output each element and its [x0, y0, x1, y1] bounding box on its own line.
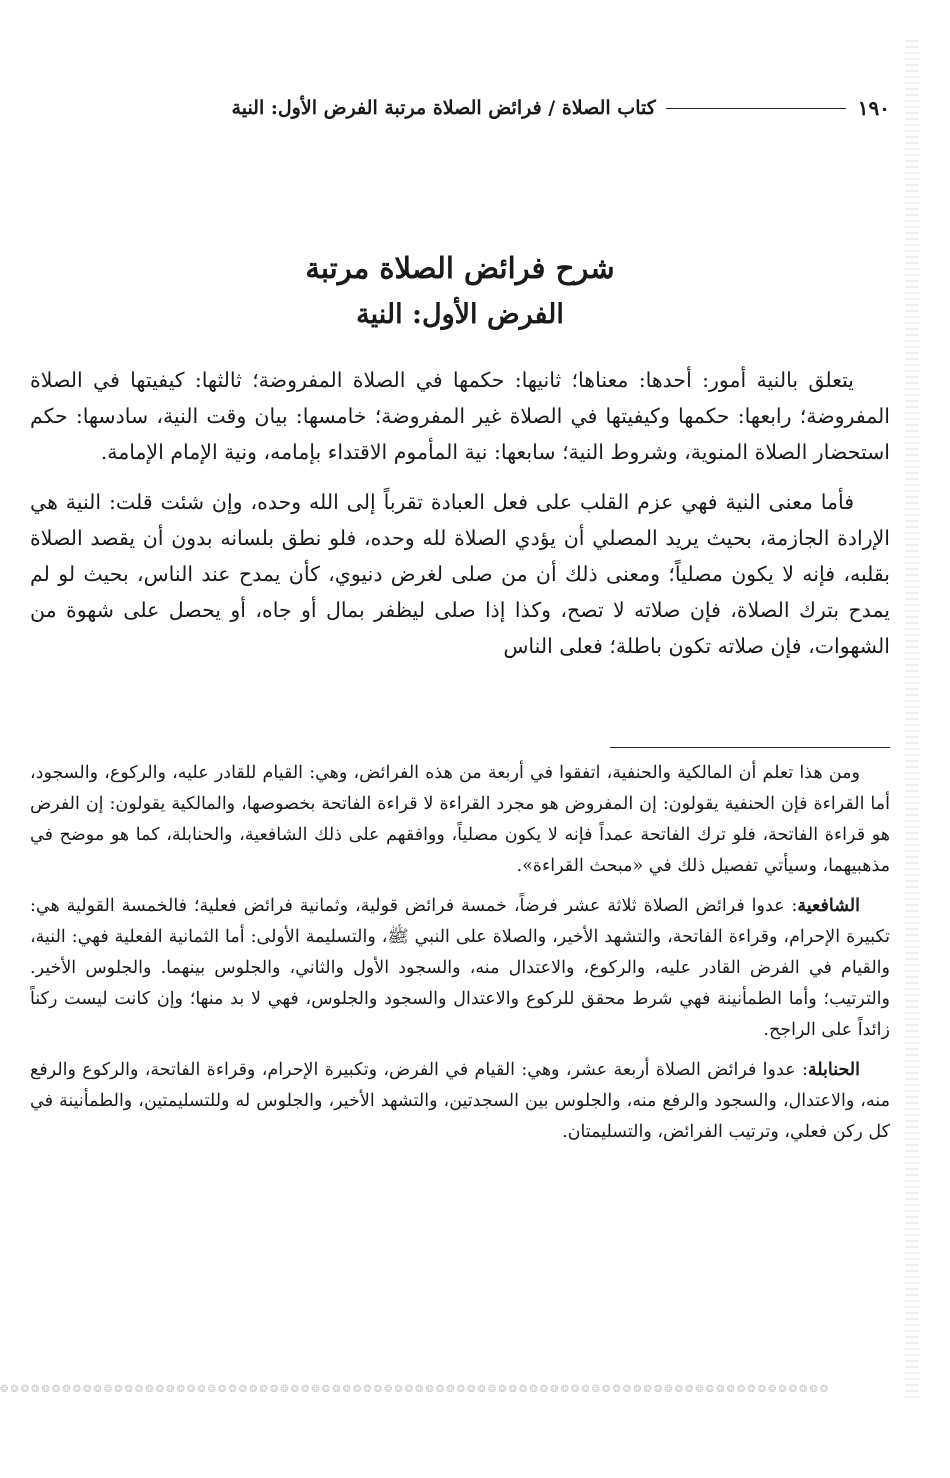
footnote-shafii: [30, 891, 890, 1046]
body-paragraph: فأما معنى النية فهي عزم القلب على فعل العبادة تقرباً إلى الله وحده، وإن شئت قلت: النية هي الإرادة الجازمة، بحيث يريد المصلي أن يؤدي الصلاة لله وحده، فلو نطق بلسانه بدون أن يقصد الصلاة بقلبه، فإنه لا يكون مصلياً؛ ومعنى ذلك أن من صلى لغرض دنيوي، كأن يمدح عند الناس، بحيث لو لم يمدح بترك الصلاة، فإن صلاته لا تصح، وكذا إذا صلى ليظفر بمال أو جاه، أو يحصل على شهوة من الشهوات، فإن صلاته تكون باطلة؛ فعلى الناس: [30, 490, 890, 658]
bottom-ornament-border: ❂❂❂❂❂❂❂❂❂❂❂❂❂❂❂❂❂❂❂❂❂❂❂❂❂❂❂❂❂❂❂❂❂❂❂❂❂❂❂❂❂❂❂❂❂❂❂❂❂❂❂❂❂❂❂❂❂❂❂❂❂❂❂❂❂❂❂❂❂❂❂❂❂❂❂❂❂❂❂❂: [0, 1384, 831, 1395]
footnote-shafii-label: الشافعية: [797, 896, 860, 916]
footnote-shafii-text: : عدوا فرائض الصلاة ثلاثة عشر فرضاً، خمسة فرائض قولية، وثمانية فرائض فعلية؛ فالخمسة القولية هي: تكبيرة الإحرام، وقراءة الفاتحة، والتشهد الأخير، والصلاة على النبي ﷺ، والتسليمة الأولى: أما الثمانية الفعلية فهي: النية، والقيام في الفرض القادر عليه، والركوع، والاعتدال منه، والسجود الأول والثاني، والجلوس بينهما. والجلوس الأخير. والترتيب؛ وأما الطمأنينة فهي شرط محقق للركوع والاعتدال والسجود والجلوس، فهي لا بد منها؛ وإن كانت ليست ركناً زائداً على الراجح.: [30, 896, 890, 1040]
running-title: كتاب الصلاة / فرائض الصلاة مرتبة الفرض الأول: النية: [231, 97, 656, 119]
footnote-separator: [610, 747, 890, 748]
footnote-hanbali-label: الحنابلة: [807, 1060, 860, 1080]
book-page: [30, 0, 890, 1478]
running-header: [30, 96, 890, 120]
body-paragraph: يتعلق بالنية أمور: أحدها: معناها؛ ثانيها: حكمها في الصلاة المفروضة؛ ثالثها: كيفيتها في الصلاة المفروضة؛ رابعها: حكمها وكيفيتها في الصلاة غير المفروضة؛ خامسها: بيان وقت النية، سادسها: حكم استحضار الصلاة المنوية، وشروط النية؛ سابعها: نية المأموم الاقتداء بإمامه، ونية الإمام الإمامة.: [30, 368, 890, 464]
footnote-hanbali: [30, 1055, 890, 1148]
chapter-titles: [30, 243, 890, 337]
header-rule: [666, 108, 846, 109]
sub-title: الفرض الأول: النية: [356, 299, 564, 330]
main-title: شرح فرائض الصلاة مرتبة: [305, 251, 615, 285]
footnote-hanbali-text: : عدوا فرائض الصلاة أربعة عشر، وهي: القيام في الفرض، وتكبيرة الإحرام، وقراءة الفاتحة، والركوع والرفع منه، والاعتدال، والسجود والرفع منه، والجلوس بين السجدتين، والتشهد الأخير، والجلوس له وللتسليمتين، والطمأنينة في كل ركن فعلي، وترتيب الفرائض، والتسليمتان.: [30, 1060, 890, 1142]
page-number: ١٩٠: [857, 96, 890, 120]
footnotes: [30, 758, 890, 1157]
side-ornament-border: [905, 40, 919, 1398]
footnote-intro: ومن هذا تعلم أن المالكية والحنفية، اتفقوا في أربعة من هذه الفرائض، وهي: القيام للقادر عليه، والركوع، والسجود، أما القراءة فإن الحنفية يقولون: إن المفروض هو مجرد القراءة لا قراءة الفاتحة بخصوصها، والمالكية يقولون: إن الفرض هو قراءة الفاتحة، فلو ترك الفاتحة عمداً فإنه لا يكون مصلياً، ووافقهم على ذلك الشافعية، والحنابلة، كما هو موضح في مذهبيهما، وسيأتي تفصيل ذلك في «مبحث القراءة».: [30, 763, 890, 876]
main-body: [30, 362, 890, 678]
